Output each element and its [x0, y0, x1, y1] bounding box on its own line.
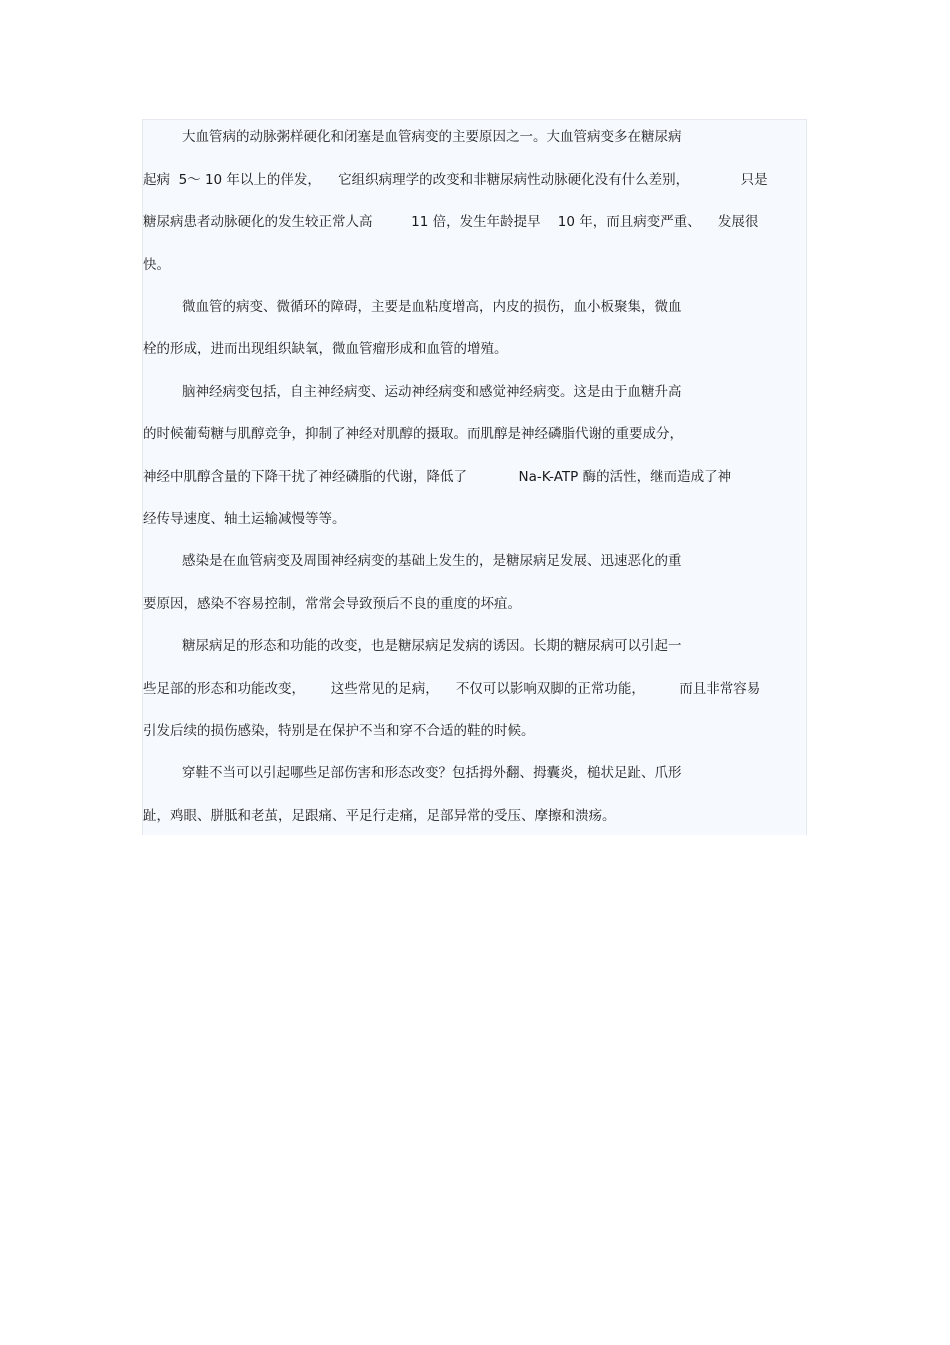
paragraph-1-line-1: 大血管病的动脉粥样硬化和闭塞是血管病变的主要原因之一。大血管病变多在糖尿病 — [182, 129, 682, 145]
paragraph-2-line-1: 微血管的病变、微循环的障碍，主要是血粘度增高，内皮的损伤，血小板聚集，微血 — [182, 299, 682, 315]
paragraph-5-line-1: 糖尿病足的形态和功能的改变，也是糖尿病足发病的诱因。长期的糖尿病可以引起一 — [182, 638, 682, 654]
paragraph-1-line-2: 起病 5～ 10 年以上的伴发， 它组织病理学的改变和非糖尿病性动脉硬化没有什么差别， 只是 — [143, 172, 768, 188]
paragraph-3-line-3: 神经中肌醇含量的下降干扰了神经磷脂的代谢，降低了 Na-K-ATP 酶的活性，继而造成了神 — [143, 469, 732, 485]
paragraph-2-line-2: 栓的形成，进而出现组织缺氧，微血管瘤形成和血管的增殖。 — [143, 341, 508, 357]
paragraph-5-line-3: 引发后续的损伤感染，特别是在保护不当和穿不合适的鞋的时候。 — [143, 723, 535, 739]
paragraph-1-line-4: 快。 — [143, 257, 170, 273]
paragraph-4-line-2: 要原因，感染不容易控制，常常会导致预后不良的重度的坏疽。 — [143, 596, 521, 612]
paragraph-3-line-2: 的时候葡萄糖与肌醇竞争，抑制了神经对肌醇的摄取。而肌醇是神经磷脂代谢的重要成分， — [143, 426, 683, 442]
text-box — [142, 119, 807, 835]
paragraph-1-line-3: 糖尿病患者动脉硬化的发生较正常人高 11 倍，发生年龄提早 10 年，而且病变严重、 发展很 — [143, 214, 759, 230]
paragraph-5-line-2: 些足部的形态和功能改变， 这些常见的足病， 不仅可以影响双脚的正常功能， 而且非常容易 — [143, 681, 761, 697]
paragraph-6-line-1: 穿鞋不当可以引起哪些足部伤害和形态改变？包括拇外翻、拇囊炎，槌状足趾、爪形 — [182, 765, 682, 781]
paragraph-6-line-2: 趾，鸡眼、胼胝和老茧，足跟痛、平足行走痛，足部异常的受压、摩擦和溃疡。 — [143, 808, 616, 824]
paragraph-3-line-1: 脑神经病变包括，自主神经病变、运动神经病变和感觉神经病变。这是由于血糖升高 — [182, 384, 682, 400]
paragraph-4-line-1: 感染是在血管病变及周围神经病变的基础上发生的，是糖尿病足发展、迅速恶化的重 — [182, 553, 682, 569]
paragraph-3-line-4: 经传导速度、轴土运输减慢等等。 — [143, 511, 346, 527]
